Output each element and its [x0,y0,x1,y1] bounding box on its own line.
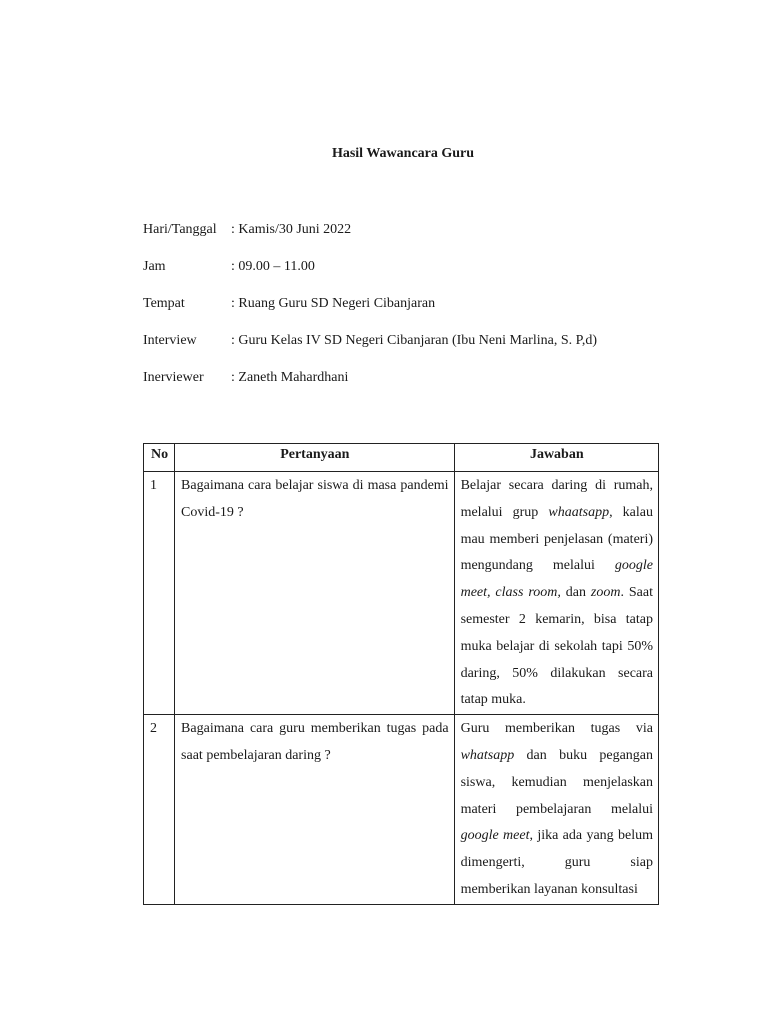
info-value: : Zaneth Mahardhani [231,370,349,385]
info-label: Tempat [143,296,185,311]
answer-text: , kalau mau memberi penjelasan (materi) mengundang melalui [460,504,653,574]
answer-italic: google meet [460,828,530,844]
info-row-date [143,220,703,257]
answer-text: dan buku pegangan siswa, kemudian menjelaskan materi pembelajaran melalui [460,747,653,817]
answer-cell [454,472,658,715]
info-label: Interview [143,333,197,348]
answer-cell [454,715,658,905]
header-no: No [144,444,175,472]
question-cell: Bagaimana cara belajar siswa di masa pandemi Covid-19 ? [175,472,455,715]
row-number: 1 [144,472,175,715]
answer-text: , jika ada yang belum dimengerti, guru siap memberikan layanan konsultasi [460,828,653,897]
info-row-place [143,294,703,331]
info-value: : Ruang Guru SD Negeri Cibanjaran [231,296,436,311]
answer-text: Belajar secara daring di rumah, melalui grup [460,478,653,520]
interview-info [143,220,703,405]
info-label: Hari/Tanggal [143,222,217,237]
table-header-row [144,444,659,472]
document-title: Hasil Wawancara Guru [331,146,475,161]
header-answer: Jawaban [454,444,658,472]
info-row-interviewee [143,331,703,368]
answer-text: dan [560,585,591,601]
answer-text: Guru memberikan tugas via [460,721,653,737]
answer-italic: google meet, class room, [460,558,653,601]
info-value: : Guru Kelas IV SD Negeri Cibanjaran (Ibu Neni Marlina, S. P,d) [231,333,598,348]
info-value: : Kamis/30 Juni 2022 [231,222,352,237]
question-cell: Bagaimana cara guru memberikan tugas pada saat pembelajaran daring ? [175,715,455,905]
answer-italic: whaatsapp [548,504,610,520]
info-label: Inerviewer [143,370,204,385]
info-row-time [143,257,703,294]
answer-text: . Saat semester 2 kemarin, bisa tatap muka belajar di sekolah tapi 50% daring, 50% dilakukan secara tatap muka. [460,585,654,708]
info-label: Jam [143,259,166,274]
info-value: : 09.00 – 11.00 [231,259,315,274]
table-row [144,472,659,715]
answer-italic: zoom [590,585,621,601]
table-row [144,715,659,905]
row-number: 2 [144,715,175,905]
info-row-interviewer [143,368,703,405]
answer-italic: whatsapp [460,747,515,763]
interview-table [143,443,659,905]
header-question: Pertanyaan [175,444,455,472]
